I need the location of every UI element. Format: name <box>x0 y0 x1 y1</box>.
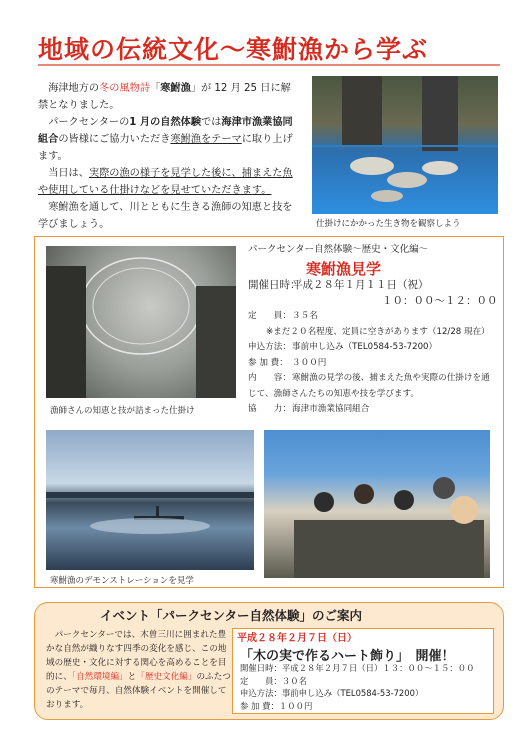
event-row: 参 加 費： ３００円 <box>248 357 327 368</box>
next-event-row: 開催日時：平成２８年２月７日（日）１３：００〜１５：００ <box>240 663 475 673</box>
page-title: 地域の伝統文化〜寒鮒漁から学ぶ <box>38 35 429 64</box>
fisherman-photo <box>46 246 236 398</box>
bottom-title: イベント「パークセンター自然体験」のご案内 <box>100 608 363 623</box>
fisherman-photo-caption: 漁師さんの知恵と技が詰まった仕掛け <box>50 406 195 416</box>
net-photo <box>312 76 498 214</box>
next-event-details <box>240 662 492 712</box>
event-row: ※まだ２０名程度、定員に空きがあります（12/28 現在） <box>266 326 490 337</box>
next-event-row: 申込方法：事前申し込み（TEL0584-53-7200） <box>240 688 424 698</box>
event-row: １０：００〜１２：００ <box>382 294 498 307</box>
event-row: 申込方法：事前申し込み（TEL0584-53-7200） <box>248 342 438 352</box>
intro-paragraph: パークセンターの1 月の自然体験では海津市漁業協同組合の皆様にご協力いただき寒鮒漁をテーマに取り上げます。 <box>38 117 293 162</box>
river-photo-caption: 寒鮒漁のデモンストレーションを見学 <box>50 576 194 586</box>
event-row: 定 員：３５名 <box>248 311 318 321</box>
next-event-date: 平成２８年２月７日（日） <box>237 633 357 644</box>
event-row: 内 容：寒鮒漁の見学の後、捕まえた魚や実際の仕掛けを通 <box>248 373 490 383</box>
event-row: じて、漁師さんたちの知恵や技を学びます。 <box>248 388 420 399</box>
event-row: 開催日時：平成２８年１月１１日（祝） <box>248 279 429 291</box>
event-details <box>248 278 498 418</box>
group-photo <box>264 430 490 578</box>
intro-paragraph: 寒鮒漁を通して、川とともに生きる漁師の知恵と技を学びましょう。 <box>38 202 293 230</box>
event-title: 寒鮒漁見学 <box>306 260 382 278</box>
next-event-row: 定 員：３０名 <box>240 675 307 686</box>
event-row: 協 力：海津市漁業協同組合 <box>248 404 370 414</box>
next-event-title: 「木の実で作るハート飾り」 開催！ <box>240 649 455 664</box>
intro-paragraph: 海津地方の冬の風物詩「寒鮒漁」が 12 月 25 日に解禁となりました。 <box>38 83 291 111</box>
intro-paragraph: 当日は、実際の漁の様子を見学した後に、捕まえた魚や使用している仕掛けなどを見せていただきます。 <box>38 168 293 196</box>
next-event-row: 参 加 費：１００円 <box>240 700 313 711</box>
river-photo <box>46 430 254 570</box>
bottom-description: パークセンターでは、木曽三川に囲まれた豊かな自然が織りなす四季の変化を感じ、この地域の歴史・文化に対する関心を高めることを目的に、「自然環境編」と「歴史文化編」のふたつのテーマで毎月、自然体験イベントを開催しております。 <box>46 630 231 710</box>
intro-text <box>38 80 300 233</box>
net-photo-caption: 仕掛けにかかった生き物を観察しよう <box>316 219 461 229</box>
title-divider <box>38 64 500 66</box>
event-header: パークセンター自然体験〜歴史・文化編〜 <box>248 244 429 255</box>
